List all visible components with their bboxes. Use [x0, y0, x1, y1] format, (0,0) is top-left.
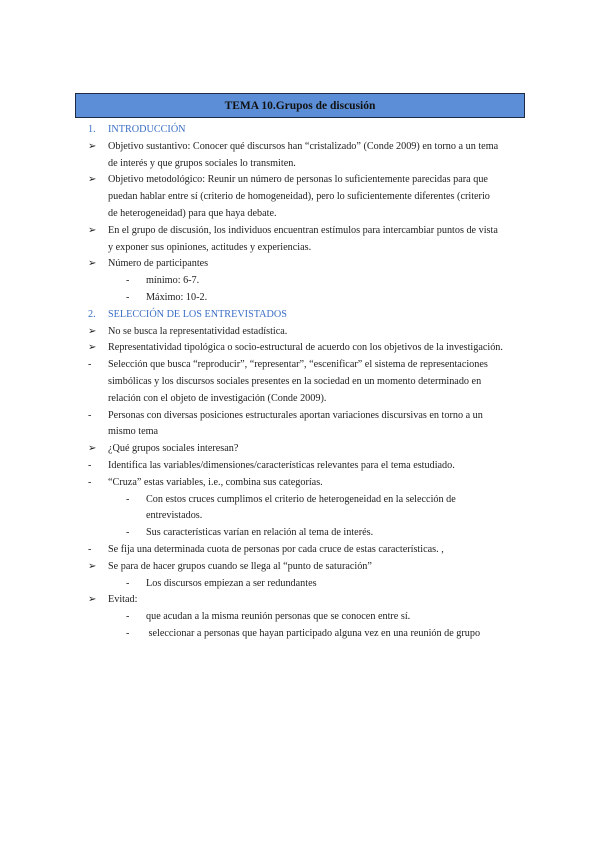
dash-bullet-icon: -: [126, 611, 130, 623]
section-1-heading: [88, 122, 533, 139]
dash-bullet-icon: -: [88, 359, 92, 371]
list-item-text: [146, 609, 533, 626]
section-2-title: SELECCIÓN DE LOS ENTREVISTADOS: [108, 308, 287, 320]
list-item: [88, 559, 533, 576]
sub-list-item: [126, 290, 533, 307]
list-item-text: [146, 273, 533, 290]
sub-list-item: [126, 576, 533, 593]
list-item: [88, 441, 533, 458]
text-line: relación con el objeto de investigación (Conde 2009).: [108, 392, 327, 404]
list-item-text: [108, 458, 533, 475]
text-line: seleccionar a personas que hayan participado alguna vez en una reunión de grupo: [146, 627, 481, 639]
list-item: [88, 223, 533, 257]
text-line: que acudan a la misma reunión personas que se conocen entre sí.: [146, 611, 411, 623]
sub-list-item: [126, 609, 533, 626]
dash-bullet-icon: -: [126, 627, 130, 639]
text-line: Selección que busca “reproducir”, “representar”, “escenificar” el sistema de representaciones: [108, 359, 488, 371]
sub-list-item: [126, 626, 533, 643]
dash-bullet-icon: -: [88, 459, 92, 471]
list-item-text: [108, 592, 533, 609]
arrow-bullet-icon: ➢: [88, 560, 97, 572]
dash-bullet-icon: -: [88, 476, 92, 488]
text-line: Representatividad tipológica o socio-estructural de acuerdo con los objetivos de la investigación.: [108, 342, 503, 354]
list-item-text: [108, 357, 533, 407]
list-item: [88, 172, 533, 222]
list-item: [88, 408, 533, 442]
text-line: de interés y que grupos sociales lo transmiten.: [108, 157, 296, 169]
text-line: Los discursos empiezan a ser redundantes: [146, 577, 317, 589]
page-title: TEMA 10.Grupos de discusión: [224, 99, 376, 112]
text-line: No se busca la representatividad estadística.: [108, 325, 288, 337]
list-item-text: [108, 223, 533, 257]
title-banner: [75, 93, 525, 118]
dash-bullet-icon: -: [88, 409, 92, 421]
list-item-text: [146, 492, 533, 526]
list-item: [88, 139, 533, 173]
arrow-bullet-icon: ➢: [88, 174, 97, 186]
text-line: y exponer sus opiniones, actitudes y experiencias.: [108, 241, 312, 253]
arrow-bullet-icon: ➢: [88, 258, 97, 270]
arrow-bullet-icon: ➢: [88, 594, 97, 606]
dash-bullet-icon: -: [126, 527, 130, 539]
list-item-text: [146, 576, 533, 593]
arrow-bullet-icon: ➢: [88, 443, 97, 455]
text-line: Máximo: 10-2.: [146, 291, 208, 303]
list-item-text: [108, 559, 533, 576]
participants-sublist: [88, 273, 533, 307]
dash-bullet-icon: -: [126, 493, 130, 505]
text-line: Personas con diversas posiciones estructurales aportan variaciones discursivas en torno a un: [108, 409, 483, 421]
list-item: [88, 340, 533, 357]
text-line: Objetivo metodológico: Reunir un número de personas lo suficientemente parecidas para que: [108, 174, 488, 186]
text-line: En el grupo de discusión, los individuos encuentran estímulos para intercambiar puntos de vista: [108, 224, 498, 236]
text-line: ¿Qué grupos sociales interesan?: [108, 443, 239, 455]
text-line: mismo tema: [108, 426, 159, 438]
list-item: [88, 357, 533, 407]
list-item-text: [108, 475, 533, 492]
arrow-bullet-icon: ➢: [88, 224, 97, 236]
text-line: mínimo: 6-7.: [146, 275, 200, 287]
sub-list-item: [126, 273, 533, 290]
list-item-text: [146, 290, 533, 307]
list-item: [88, 324, 533, 341]
dash-bullet-icon: -: [126, 577, 130, 589]
text-line: de heterogeneidad) para que haya debate.: [108, 207, 277, 219]
text-line: Identifica las variables/dimensiones/características relevantes para el tema estudiado.: [108, 459, 455, 471]
text-line: Con estos cruces cumplimos el criterio de heterogeneidad en la selección de: [146, 493, 456, 505]
arrow-bullet-icon: ➢: [88, 342, 97, 354]
list-item: [88, 256, 533, 273]
list-item-text: [108, 172, 533, 222]
list-item-text: [146, 525, 533, 542]
dash-bullet-icon: -: [126, 275, 130, 287]
section-1-number: 1.: [88, 124, 96, 135]
list-item-text: [108, 324, 533, 341]
dash-bullet-icon: -: [126, 291, 130, 303]
section-1-title: INTRODUCCIÓN: [108, 124, 186, 135]
dash-bullet-icon: -: [88, 543, 92, 555]
text-line: entrevistados.: [146, 510, 203, 522]
text-line: puedan hablar entre sí (criterio de homogeneidad), pero lo suficientemente diferentes (criterio: [108, 191, 490, 203]
text-line: simbólicas y los discursos sociales presentes en la sociedad en un momento determinado en: [108, 375, 482, 387]
text-line: Se para de hacer grupos cuando se llega al “punto de saturación”: [108, 560, 372, 572]
text-line: Evitad:: [108, 594, 138, 606]
list-item-text: [108, 441, 533, 458]
text-line: Se fija una determinada cuota de personas por cada cruce de estas características. ,: [108, 543, 444, 555]
text-line: Número de participantes: [108, 258, 209, 270]
list-item: [88, 592, 533, 609]
arrow-bullet-icon: ➢: [88, 325, 97, 337]
list-item-text: [108, 139, 533, 173]
list-item-text: [108, 340, 533, 357]
text-line: Sus características varían en relación al tema de interés.: [146, 527, 374, 539]
list-item: [88, 458, 533, 475]
list-item: [88, 542, 533, 559]
arrow-bullet-icon: ➢: [88, 140, 97, 152]
sub-list-item: [126, 492, 533, 526]
list-item: [88, 475, 533, 492]
list-item-text: [146, 626, 533, 643]
section-2-list: [88, 324, 533, 643]
section-1-list: [88, 139, 533, 273]
list-item-text: [108, 408, 533, 442]
section-2-number: 2.: [88, 308, 96, 320]
list-item-text: [108, 256, 533, 273]
section-2-heading: [88, 307, 533, 324]
document-body: [88, 122, 533, 643]
sub-list-item: [126, 525, 533, 542]
text-line: Objetivo sustantivo: Conocer qué discursos han “cristalizado” (Conde 2009) en torno a un tema: [108, 140, 499, 152]
list-item-text: [108, 542, 533, 559]
text-line: “Cruza” estas variables, i.e., combina sus categorías.: [108, 476, 323, 488]
